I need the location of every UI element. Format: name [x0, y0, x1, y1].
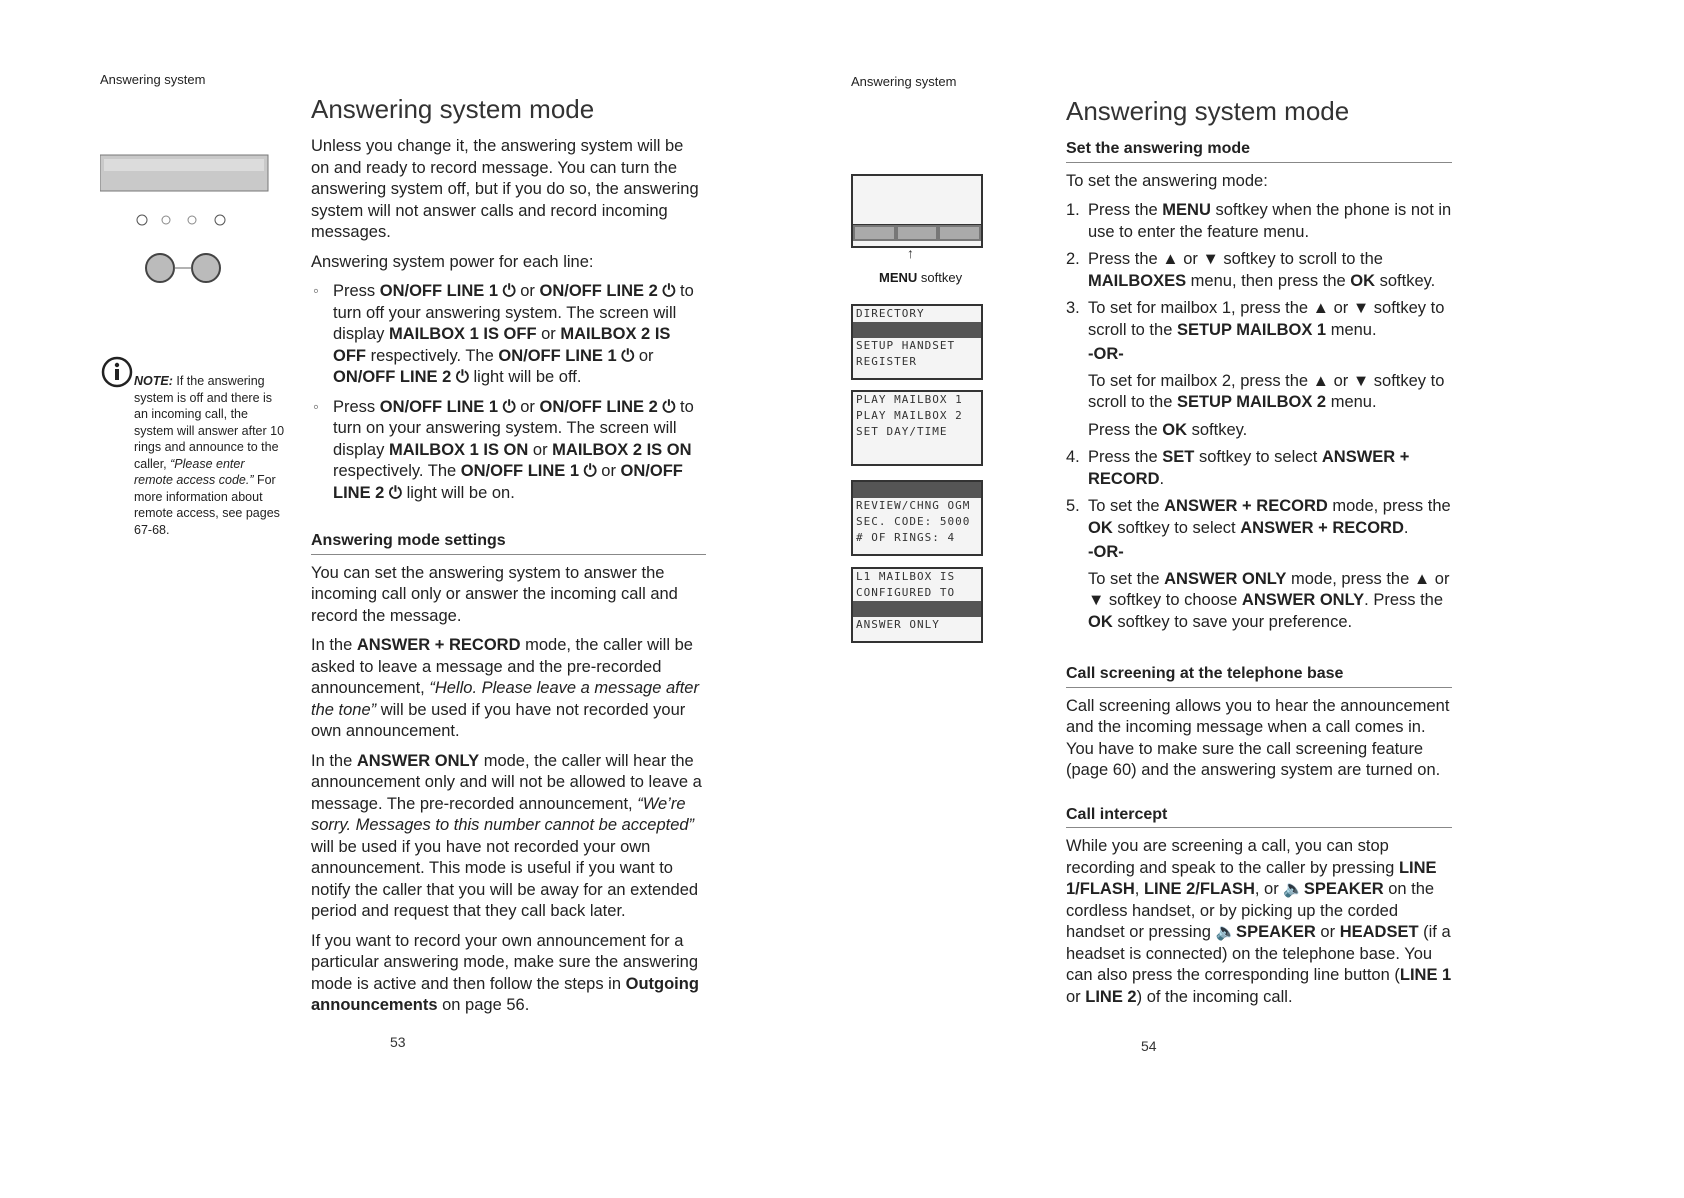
- page-title-right: Answering system mode: [1066, 96, 1350, 126]
- set-mode-heading: Set the answering mode: [1066, 138, 1452, 163]
- power-label: Answering system power for each line:: [311, 252, 594, 271]
- note-label: NOTE:: [134, 374, 173, 388]
- left-main-text: [311, 136, 706, 1025]
- step-5: 5. To set the ANSWER + RECORD mode, press the OK softkey to select ANSWER + RECORD. -OR- To set the ANSWER ONLY mode, press the ▲ or ▼ softkey to choose ANSWER ONLY. Press the OK softkey to save your preference.: [1066, 497, 1451, 631]
- settings-heading: Answering mode settings: [311, 530, 706, 555]
- settings-paragraph-3: In the ANSWER ONLY mode, the caller will hear the announcement only and will not be allowed to leave a message. The pre-recorded announcement, “We’re sorry. Messages to this number cannot be accepted” will be used if you have not recorded your own announcement. This mode is useful if you want to notify the caller that you will be away for an extended period and request that they call back later.: [311, 751, 702, 920]
- handset-screen-answer-mode: L1 MAILBOX IS CONFIGURED TO ANSWER ONLY: [851, 567, 983, 643]
- running-header-right: Answering system: [851, 74, 957, 89]
- step-2: 2. Press the ▲ or ▼ softkey to scroll to the MAILBOXES menu, then press the OK softkey.: [1066, 250, 1436, 290]
- page-title: Answering system mode: [311, 94, 595, 124]
- bullet-turn-on: ◦ Press ON/OFF LINE 1 ⏻ or ON/OFF LINE 2 ⏻ to turn on your answering system. The screen will display MAILBOX 1 IS ON or MAILBOX 2 IS ON respectively. The ON/OFF LINE 1 ⏻ or ON/OFF LINE 2 ⏻ light will be on.: [311, 397, 706, 505]
- telephone-base-illustration: [100, 150, 270, 290]
- step-4: 4. Press the SET softkey to select ANSWER + RECORD.: [1066, 448, 1410, 488]
- settings-paragraph-4: If you want to record your own announcement for a particular answering mode, make sure the answering mode is active and then follow the steps in Outgoing announcements on page 56.: [311, 931, 699, 1014]
- up-arrow-icon: ↑: [907, 245, 914, 261]
- handset-screen-setup-mailbox: REVIEW/CHNG OGM SEC. CODE: 5000 # OF RINGS: 4: [851, 480, 983, 556]
- settings-paragraph-2: In the ANSWER + RECORD mode, the caller will be asked to leave a message and the pre-recorded announcement, “Hello. Please leave a message after the tone” will be used if you have not recorded your own announcement.: [311, 636, 699, 740]
- power-list: [311, 281, 706, 504]
- screening-paragraph: Call screening allows you to hear the announcement and the incoming message when a call comes in. You have to make sure the call screening feature (page 60) and the answering system are turned on.: [1066, 696, 1450, 779]
- softkey-bar: [853, 224, 981, 241]
- bullet-turn-off: ◦ Press ON/OFF LINE 1 ⏻ or ON/OFF LINE 2 ⏻ to turn off your answering system. The screen will display MAILBOX 1 IS OFF or MAILBOX 2 IS OFF respectively. The ON/OFF LINE 1 ⏻ or ON/OFF LINE 2 ⏻ light will be off.: [311, 281, 706, 389]
- step-3: 3. To set for mailbox 1, press the ▲ or ▼ softkey to scroll to the SETUP MAILBOX 1 menu. -OR- To set for mailbox 2, press the ▲ or ▼ softkey to scroll to the SETUP MAILBOX 2 menu. Press the OK softkey.: [1066, 299, 1445, 439]
- handset-screen-idle: [851, 174, 983, 248]
- set-mode-intro: To set the answering mode:: [1066, 171, 1268, 190]
- intercept-paragraph: While you are screening a call, you can stop recording and speak to the caller by pressing LINE 1/FLASH, LINE 2/FLASH, or 🔈SPEAKER on the cordless handset, or by picking up the corded handset or pressing 🔈SPEAKER or HEADSET (if a headset is connected) on the telephone base. You can also press the corresponding line button (LINE 1 or LINE 2) of the incoming call.: [1066, 837, 1452, 1006]
- screening-heading: Call screening at the telephone base: [1066, 663, 1452, 688]
- handset-screen-mailbox-menu: PLAY MAILBOX 1 PLAY MAILBOX 2 SET DAY/TIME: [851, 390, 983, 466]
- running-header: Answering system: [100, 72, 206, 87]
- menu-softkey-caption: MENU softkey: [879, 270, 963, 285]
- info-icon: [100, 355, 134, 389]
- step-1: 1. Press the MENU softkey when the phone is not in use to enter the feature menu.: [1066, 201, 1452, 241]
- page-number-right: 54: [1141, 1038, 1157, 1054]
- steps-list: [1066, 200, 1452, 633]
- settings-paragraph-1: You can set the answering system to answer the incoming call only or answer the incoming call and record the message.: [311, 563, 678, 625]
- handset-screen-main-menu: DIRECTORY SETUP HANDSET REGISTER: [851, 304, 983, 380]
- intro-paragraph: Unless you change it, the answering system will be on and ready to record message. You can turn the answering system off, but if you do so, the answering system will not answer calls and record incoming messages.: [311, 137, 699, 241]
- page-number-left: 53: [390, 1034, 406, 1050]
- intercept-heading: Call intercept: [1066, 804, 1452, 829]
- right-main-text: [1066, 138, 1452, 1016]
- note-text: NOTE: If the answering system is off and there is an incoming call, the system will answer after 10 rings and announce to the caller, “Please enter remote access code.” For more information about remote access, see pages 67-68.: [134, 374, 285, 537]
